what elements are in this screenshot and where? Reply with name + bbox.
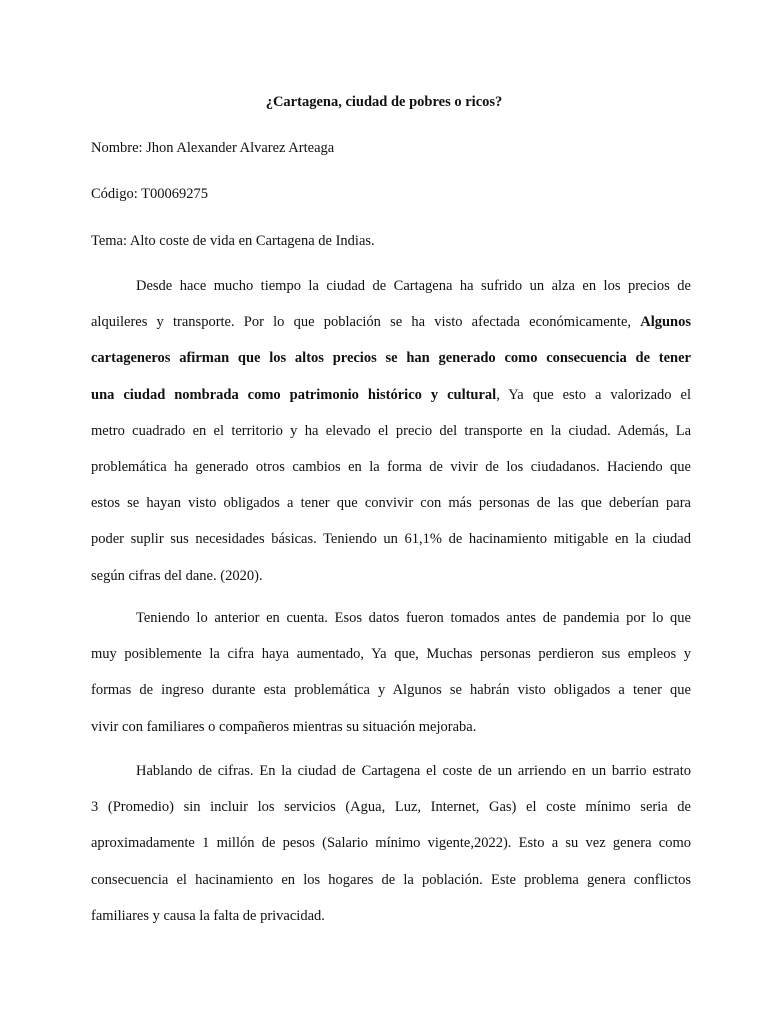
paragraph-1-line-4 [91,377,691,413]
document-title: ¿Cartagena, ciudad de pobres o ricos? [265,94,503,110]
paragraph-1-line-3: cartageneros afirman que los altos precios se han generado como consecuencia de tener [91,350,691,367]
paragraph-2-line-3: formas de ingreso durante esta problemática y Algunos se habrán visto obligados a tener que [91,682,691,699]
paragraph-2 [91,600,691,745]
paragraph-1-line-7: estos se hayan visto obligados a tener que convivir con más personas de las que deberían para [91,495,691,512]
paragraph-2-line-4: vivir con familiares o compañeros mientras su situación mejoraba. [91,718,477,735]
paragraph-1-line-9: según cifras del dane. (2020). [91,567,263,584]
paragraph-3-line-5: familiares y causa la falta de privacidad. [91,907,325,924]
paragraph-1-line-4-text: , Ya que esto a valorizado el [496,386,691,403]
paragraph-1-line-2 [91,304,691,340]
paragraph-2-line-2: muy posiblemente la cifra haya aumentado, Ya que, Muchas personas perdieron sus empleos y [91,646,691,663]
paragraph-1-bold-start: Algunos [640,314,692,331]
paragraph-3-line-1: Hablando de cifras. En la ciudad de Cartagena el coste de un arriendo en un barrio estrato [136,763,691,779]
paragraph-1-bold-end: una ciudad nombrada como patrimonio histórico y cultural [91,386,497,403]
author-name-line: Nombre: Jhon Alexander Alvarez Arteaga [91,140,335,156]
paragraph-1 [91,268,691,594]
paragraph-1-line-1: Desde hace mucho tiempo la ciudad de Cartagena ha sufrido un alza en los precios de [136,278,691,294]
student-code-line: Código: T00069275 [91,186,208,202]
paragraph-1-line-2-text: alquileres y transporte. Por lo que población se ha visto afectada económicamente, [91,314,632,331]
topic-line: Tema: Alto coste de vida en Cartagena de Indias. [91,233,375,249]
paragraph-3-line-2: 3 (Promedio) sin incluir los servicios (Agua, Luz, Internet, Gas) el coste mínimo seria de [91,799,691,816]
paragraph-2-line-1: Teniendo lo anterior en cuenta. Esos datos fueron tomados antes de pandemia por lo que [136,610,691,626]
paragraph-1-line-5: metro cuadrado en el territorio y ha elevado el precio del transporte en la ciudad. Además, La [91,422,691,439]
paragraph-3-line-4: consecuencia el hacinamiento en los hogares de la población. Este problema genera conflictos [91,871,691,888]
paragraph-1-line-6: problemática ha generado otros cambios en la forma de vivir de los ciudadanos. Haciendo que [91,458,691,475]
paragraph-3 [91,753,691,934]
paragraph-3-line-3: aproximadamente 1 millón de pesos (Salario mínimo vigente,2022). Esto a su vez genera como [91,835,691,852]
paragraph-1-line-8: poder suplir sus necesidades básicas. Teniendo un 61,1% de hacinamiento mitigable en la ciudad [91,531,691,548]
